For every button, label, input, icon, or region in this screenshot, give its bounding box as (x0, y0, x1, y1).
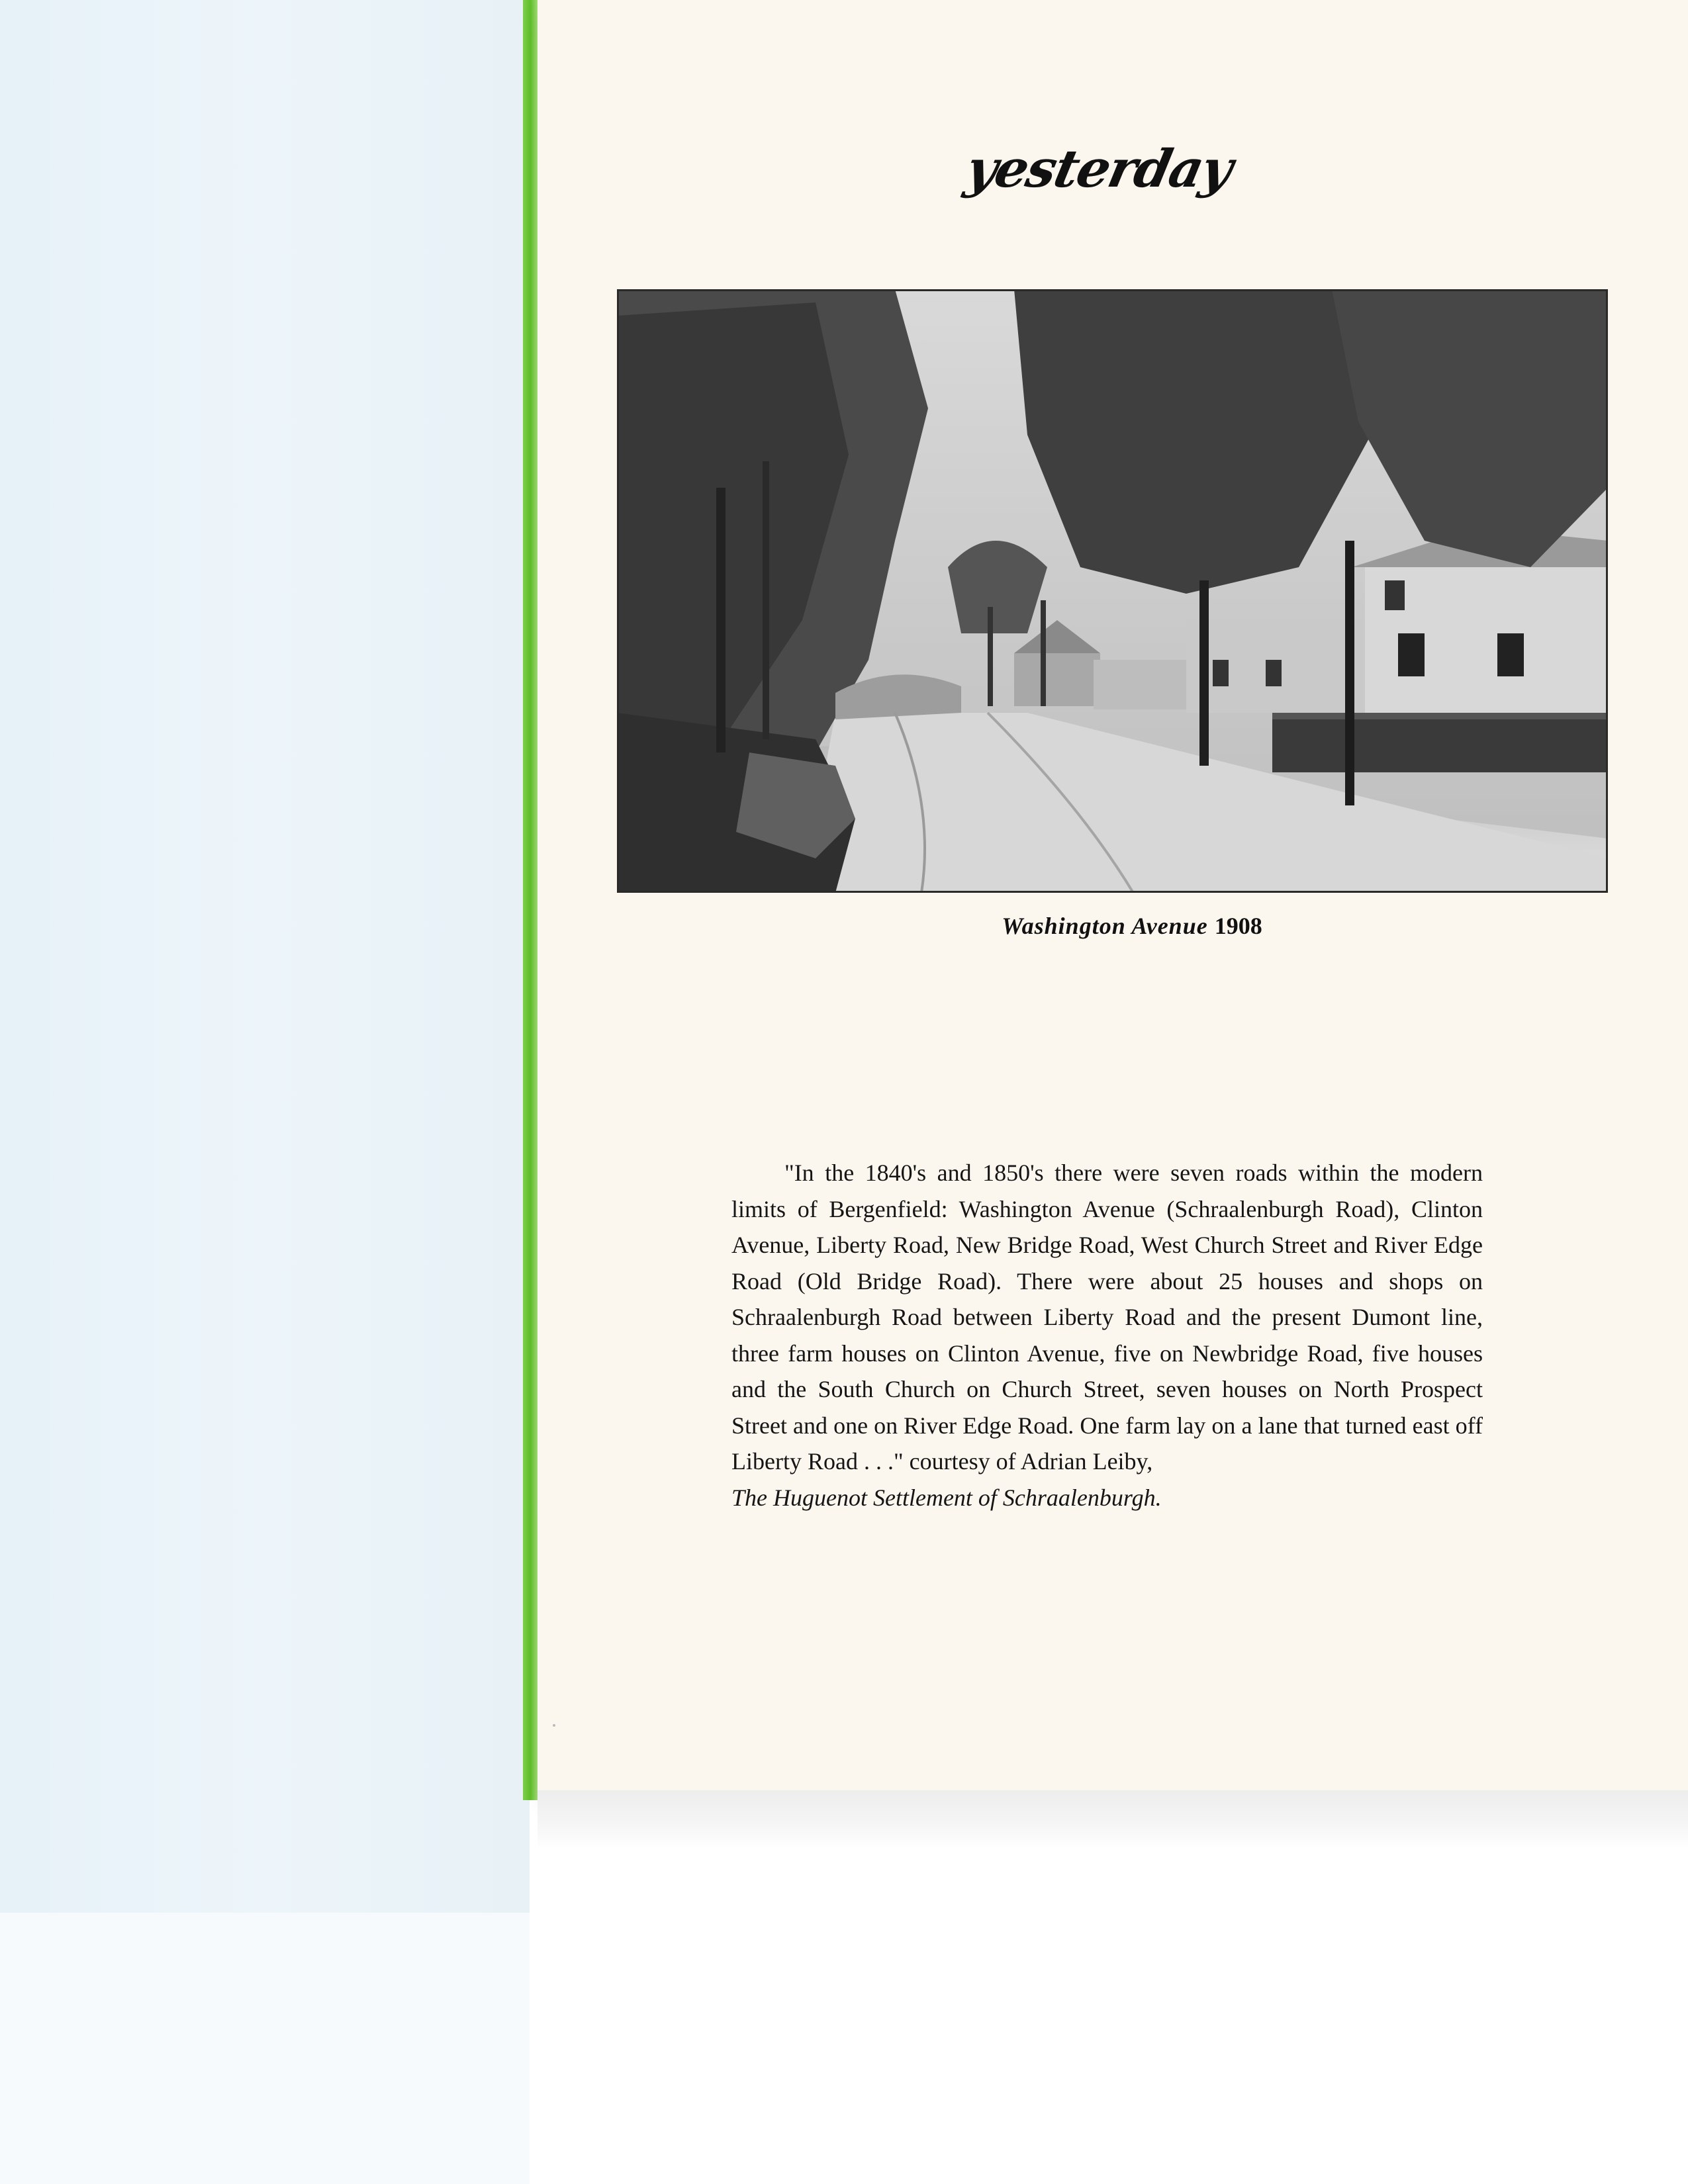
page-shadow (538, 1790, 1688, 1850)
page-speck (553, 1724, 555, 1727)
paragraph-text: "In the 1840's and 1850's there were seven roads within the modern limits of Bergenfield: Washington Avenue (Schraalenburgh Road), Clinton Avenue, Liberty Road, New Bridge Road, West Church Street and River Edge Road (Old Bridge Road). There were about 25 houses and shops on Schraalenburgh Road between Liberty Road and the present Dumont line, three farm houses on Clinton Avenue, five on Newbridge Road, five houses and the South Church on Church Street, seven houses on North Prospect Street and one on River Edge Road. One farm lay on a lane that turned east off Liberty Road . . ." courtesy of Adrian Leiby, (731, 1160, 1483, 1475)
left-page-background (0, 0, 530, 1913)
photo-caption (914, 912, 1350, 940)
caption-year: 1908 (1214, 913, 1262, 939)
source-citation: The Huguenot Settlement of Schraalenburgh. (731, 1484, 1162, 1511)
historic-photo (617, 289, 1608, 893)
street-scene-image (617, 289, 1608, 893)
body-paragraph (731, 1155, 1483, 1516)
scanned-page (538, 0, 1688, 1790)
left-page-bottom (0, 1913, 530, 2184)
page-title: yesterday (961, 139, 1237, 199)
caption-title: Washington Avenue (1002, 913, 1208, 939)
